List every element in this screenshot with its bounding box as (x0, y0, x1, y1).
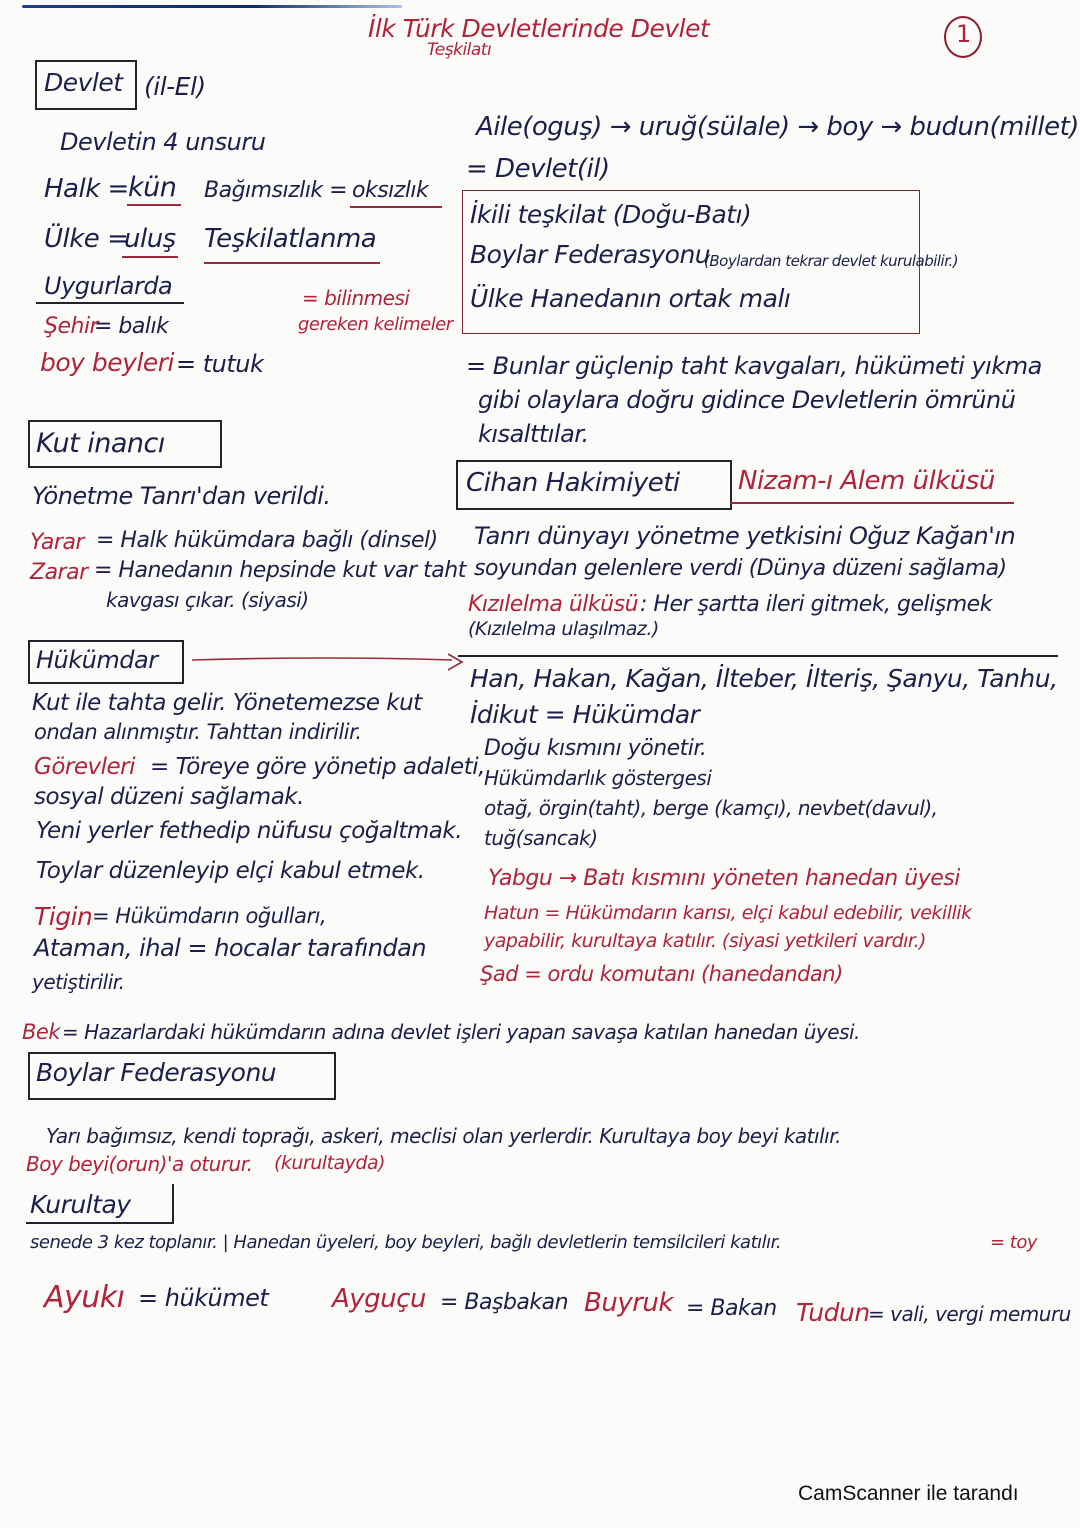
term-ayuki-value: = hükümet (138, 1284, 269, 1312)
boylar-line-2: Boy beyi(orun)'a oturur. (26, 1152, 253, 1176)
note-line-2: gereken kelimeler (298, 314, 453, 335)
gorev-line-2: Yeni yerler fethedip nüfusu çoğaltmak. (36, 818, 463, 844)
bagimsizlik-label: Bağımsızlık = (204, 178, 348, 203)
devlet-unsur-title: Devletin 4 unsuru (60, 128, 266, 156)
tigin-label: Tigin (34, 902, 93, 931)
term-aygucu-value: = Başbakan (440, 1290, 569, 1315)
camscanner-watermark: CamScanner ile tarandı (798, 1482, 1019, 1505)
nizam-heading: Nizam-ı Alem ülküsü (738, 466, 995, 496)
devlet-heading: Devlet (44, 68, 123, 97)
kizilelma-note: (Kızılelma ulaşılmaz.) (468, 618, 659, 640)
hukumdar-right-1: Doğu kısmını yönetir. (484, 736, 707, 761)
uygurlarda-underline (36, 302, 184, 304)
zarar-label: Zarar (30, 560, 88, 585)
hatun-line-1: Hatun = Hükümdarın karısı, elçi kabul edebilir, vekillik (484, 902, 972, 924)
hukumdar-left-2: ondan alınmıştır. Tahttan indirilir. (34, 720, 362, 744)
kizilelma-label: Kızılelma ülküsü (468, 592, 639, 617)
hukumdar-right-4: tuğ(sancak) (484, 826, 598, 850)
tigin-line-2: yetiştirilir. (32, 970, 125, 994)
hukumdar-heading: Hükümdar (36, 646, 158, 674)
term-buyruk-value: = Bakan (686, 1296, 777, 1321)
term-aygucu-label: Ayguçu (332, 1284, 426, 1314)
boylar-line-1: Yarı bağımsız, kendi toprağı, askeri, meclisi olan yerlerdir. Kurultaya boy beyi katılır. (46, 1124, 841, 1148)
box-item-3: Ülke Hanedanın ortak malı (470, 284, 791, 313)
cihan-line-1: Tanrı dünyayı yönetme yetkisini Oğuz Kağan'ın (474, 522, 1016, 550)
kurultay-line-1: senede 3 kez toplanır. | Hanedan üyeleri, boy beyleri, bağlı devletlerin temsilcileri katılır. (30, 1232, 782, 1253)
bek-label: Bek (22, 1020, 60, 1044)
zarar-value: = Hanedanın hepsinde kut var taht (94, 558, 466, 583)
kut-heading: Kut inancı (36, 428, 165, 459)
arrow-to-titles-icon (190, 652, 470, 672)
halk-value: kün (128, 172, 177, 203)
zarar-value-2: kavgası çıkar. (siyasi) (106, 588, 309, 612)
yarar-value: = Halk hükümdara bağlı (dinsel) (96, 528, 438, 553)
yarar-label: Yarar (30, 530, 84, 555)
term-ayuki-label: Ayukı (44, 1280, 125, 1315)
sehir-value: = balık (94, 314, 169, 339)
gorev-line-1: sosyal düzeni sağlamak. (34, 784, 304, 810)
boylar-line-2-note: (kurultayda) (274, 1152, 386, 1174)
ulke-value: uluş (124, 224, 176, 254)
kurultay-toy: = toy (990, 1232, 1038, 1253)
top-rule (22, 5, 402, 8)
boylar-heading: Boylar Federasyonu (36, 1058, 277, 1087)
ulke-label: Ülke = (44, 224, 129, 254)
kurultay-heading: Kurultay (30, 1190, 131, 1219)
kurultay-box-edge (172, 1184, 174, 1224)
page-title: İlk Türk Devletlerinde Devlet (368, 14, 710, 43)
bek-text: = Hazarlardaki hükümdarın adına devlet işleri yapan savaşa katılan hanedan üyesi. (62, 1020, 860, 1044)
kut-line-1: Yönetme Tanrı'dan verildi. (32, 482, 331, 510)
gorev-line-3: Toylar düzenleyip elçi kabul etmek. (36, 858, 425, 884)
boy-beyleri-label: boy beyleri (40, 348, 175, 377)
box-item-2-note: (Boylardan tekrar devlet kurulabilir.) (704, 252, 959, 270)
cihan-divider (458, 655, 1058, 657)
result-line-1: = Bunlar güçlenip taht kavgaları, hükümeti yıkma (466, 352, 1042, 380)
note-line-1: = bilinmesi (302, 286, 410, 310)
boy-beyleri-value: = tutuk (176, 350, 264, 378)
uygurlarda-label: Uygurlarda (44, 272, 173, 300)
page-subtitle: Teşkilatı (427, 40, 492, 60)
page-number: 1 (956, 20, 971, 48)
tigin-line-1: Ataman, ihal = hocalar tarafından (34, 934, 427, 962)
titles-line-1: Han, Hakan, Kağan, İlteber, İlteriş, Şanyu, Tanhu, (470, 664, 1058, 693)
titles-line-2: İdikut = Hükümdar (470, 700, 700, 729)
term-tudun-label: Tudun (796, 1298, 870, 1327)
halk-underline (127, 204, 181, 206)
bagimsizlik-underline (350, 206, 442, 208)
hukumdar-right-2: Hükümdarlık göstergesi (484, 766, 712, 790)
halk-label: Halk = (44, 174, 129, 204)
nizam-underline (730, 502, 1014, 504)
term-tudun-value: = vali, vergi memuru (868, 1302, 1071, 1326)
hierarchy-line-1: Aile(oguş) → uruğ(sülale) → boy → budun(millet) (476, 112, 1079, 142)
sad-line: Şad = ordu komutanı (hanedandan) (480, 962, 843, 986)
cihan-heading: Cihan Hakimiyeti (466, 468, 680, 498)
kurultay-underline (26, 1222, 174, 1224)
kizilelma-value: : Her şartta ileri gitmek, gelişmek (640, 592, 992, 617)
devlet-heading-suffix: (il-El) (144, 72, 206, 101)
result-line-3: kısalttılar. (478, 420, 589, 448)
hatun-line-2: yapabilir, kurultaya katılır. (siyasi yetkileri vardır.) (484, 930, 926, 952)
cihan-line-2: soyundan gelenlere verdi (Dünya düzeni sağlama) (474, 556, 1007, 581)
term-buyruk-label: Buyruk (584, 1288, 673, 1318)
sehir-label: Şehir (44, 314, 99, 339)
hukumdar-right-3: otağ, örgin(taht), berge (kamçı), nevbet(davul), (484, 796, 938, 820)
result-line-2: gibi olaylara doğru gidince Devletlerin ömrünü (478, 386, 1016, 414)
hierarchy-line-2: = Devlet(il) (466, 154, 610, 184)
hukumdar-left-1: Kut ile tahta gelir. Yönetemezse kut (32, 690, 422, 716)
teskilatlanma-underline (204, 262, 380, 264)
gorevleri-value: = Töreye göre yönetip adaleti, (150, 754, 485, 780)
tigin-value: = Hükümdarın oğulları, (92, 904, 327, 928)
box-item-1: İkili teşkilat (Doğu-Batı) (470, 200, 752, 229)
gorevleri-label: Görevleri (34, 754, 135, 780)
yabgu-line: Yabgu → Batı kısmını yöneten hanedan üyesi (488, 866, 960, 891)
bagimsizlik-value: oksızlık (352, 178, 429, 203)
ulke-underline (122, 256, 178, 258)
box-item-2: Boylar Federasyonu (470, 240, 711, 269)
teskilatlanma: Teşkilatlanma (204, 224, 377, 254)
